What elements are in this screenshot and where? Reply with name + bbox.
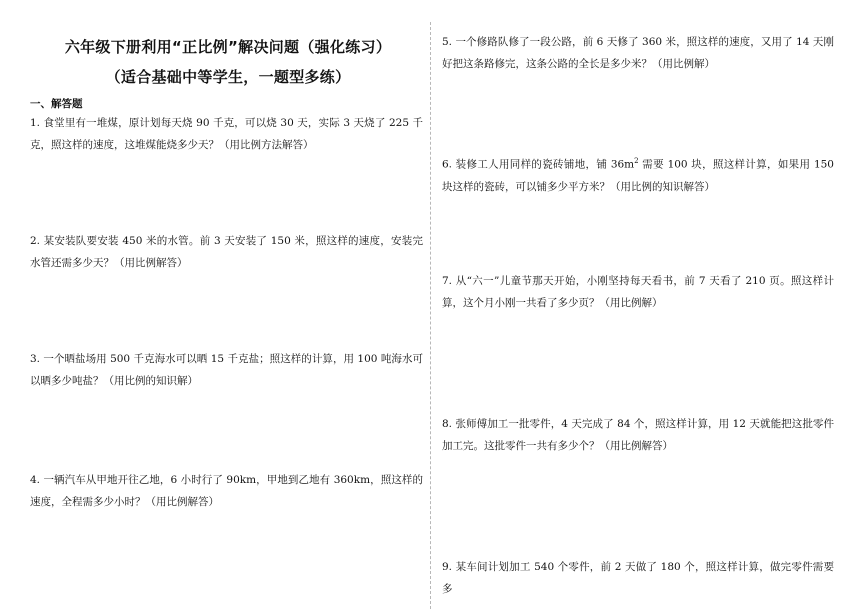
question-3: 3. 一个晒盐场用 500 千克海水可以晒 15 千克盐；照这样的计算，用 100 吨海水可以晒多少吨盐？（用比例的知识解） xyxy=(30,353,423,387)
question-7: 7. 从“六一”儿童节那天开始，小刚坚持每天看书，前 7 天看了 210 页。照这样计算，这个月小刚一共看了多少页？（用比例解） xyxy=(442,275,834,309)
worksheet-subtitle: （适合基础中等学生，一题型多练） xyxy=(105,68,351,86)
question-6-text-b: 需要 100 块，照这样计算，如果用 150 块这样的瓷砖，可以铺多少平方米？（用比例的知识解答） xyxy=(442,158,838,193)
question-6-text-a: 6. 装修工人用同样的瓷砖铺地，铺 36m xyxy=(442,158,635,171)
question-8: 8. 张师傅加工一批零件，4 天完成了 84 个，照这样计算，用 12 天就能把这批零件加工完。这批零件一共有多少个？（用比例解答） xyxy=(442,418,834,452)
section-heading: 一、解答题 xyxy=(30,98,83,110)
question-6-superscript: 2 xyxy=(634,157,639,165)
question-9: 9. 某车间计划加工 540 个零件，前 2 天做了 180 个，照这样计算，做完零件需要多 xyxy=(442,561,834,595)
right-column xyxy=(440,0,838,609)
question-2: 2. 某安装队要安装 450 米的水管。前 3 天安装了 150 米，照这样的速度，安装完水管还需多少天？（用比例解答） xyxy=(30,235,423,269)
column-divider xyxy=(430,22,431,609)
question-5: 5. 一个修路队修了一段公路，前 6 天修了 360 米，照这样的速度，又用了 14 天刚好把这条路修完，这条公路的全长是多少米？（用比例解） xyxy=(442,36,834,70)
worksheet-title: 六年级下册利用“正比例”解决问题（强化练习） xyxy=(64,38,392,56)
question-1: 1. 食堂里有一堆煤，原计划每天烧 90 千克，可以烧 30 天，实际 3 天烧了 225 千克，照这样的速度，这堆煤能烧多少天？（用比例方法解答） xyxy=(30,117,423,151)
question-6 xyxy=(442,150,838,198)
question-4: 4. 一辆汽车从甲地开往乙地，6 小时行了 90km，甲地到乙地有 360km，照这样的速度，全程需多少小时？（用比例解答） xyxy=(30,474,423,508)
left-column xyxy=(28,0,423,609)
